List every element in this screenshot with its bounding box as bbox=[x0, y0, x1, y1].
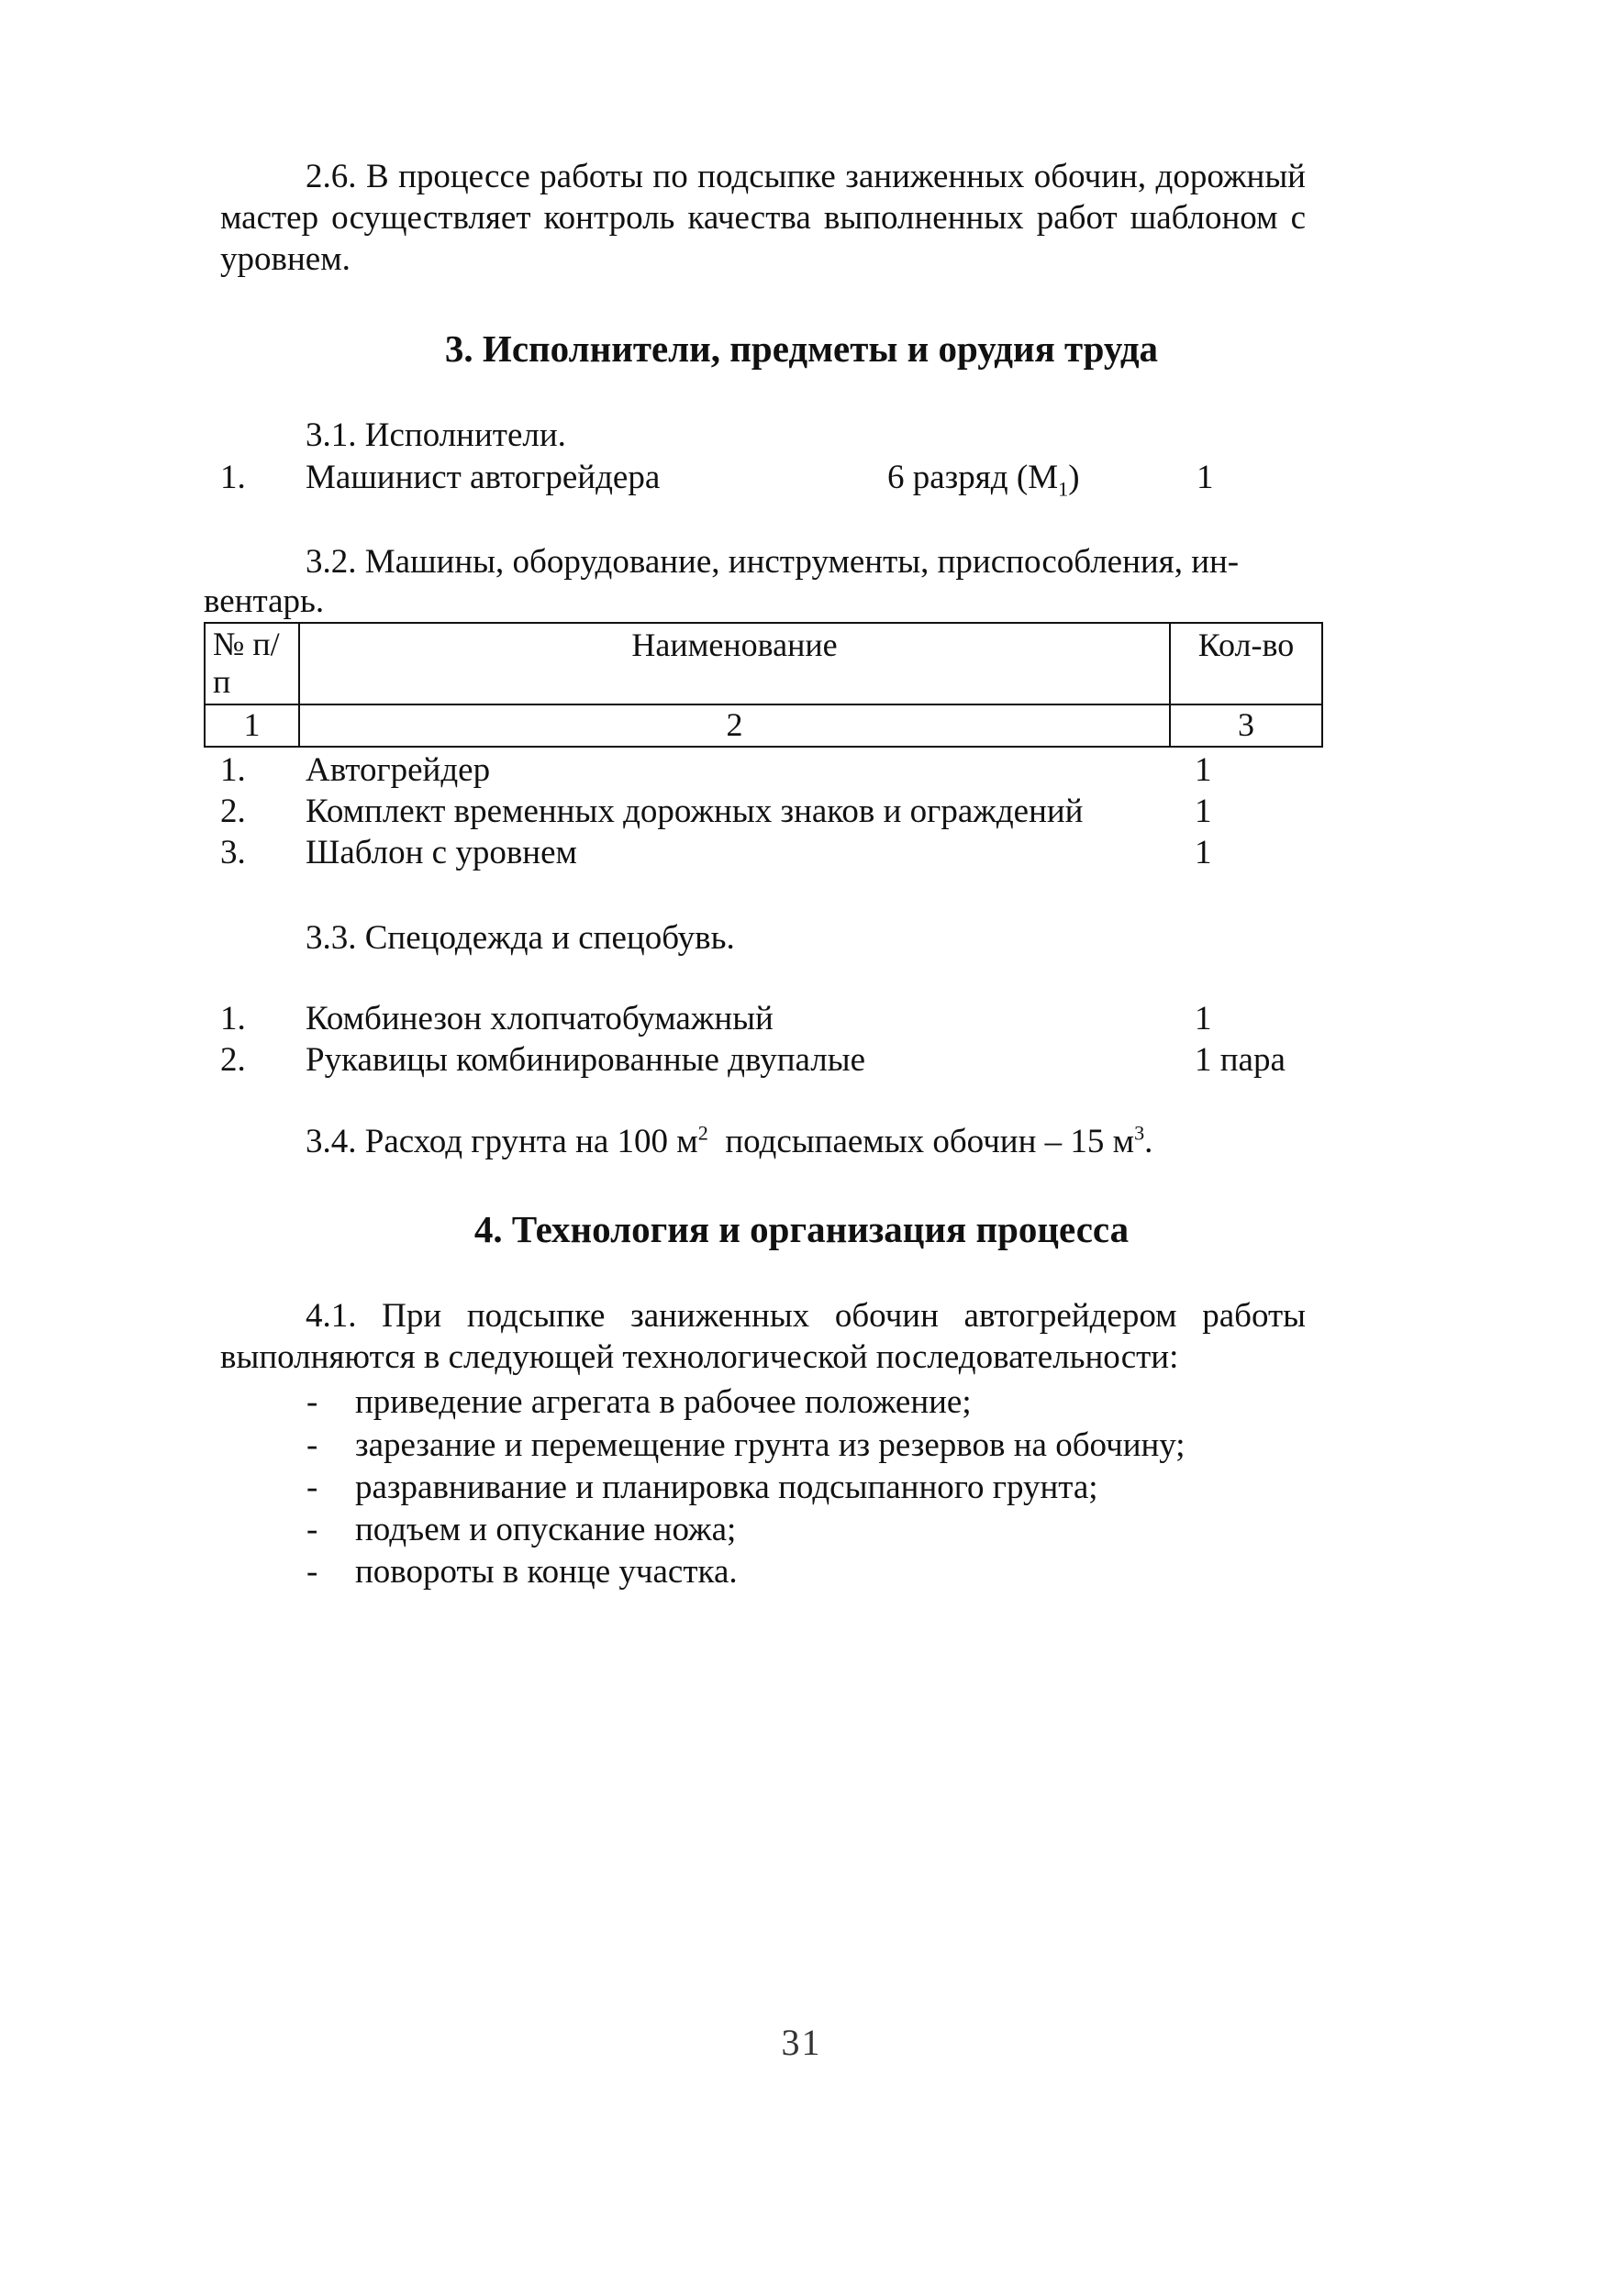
section-4-heading: 4. Технология и организация процесса bbox=[473, 1208, 1130, 1250]
paragraph-2-6: 2.6. В процессе работы по подсыпке заниженных обочин, дорожный мастер осуществляет контроль качества выполненных работ шаблоном с уровнем. bbox=[220, 158, 1306, 279]
equipment-table bbox=[204, 622, 1323, 748]
index-col-2: 2 bbox=[299, 704, 1170, 747]
table-header-row bbox=[205, 623, 1322, 704]
performer-number: 1. bbox=[220, 459, 246, 496]
subsection-3-1-title: 3.1. Исполнители. bbox=[306, 416, 566, 454]
performer-qty: 1 bbox=[1197, 459, 1214, 496]
subsection-3-4: 3.4. Расход грунта на 100 $м^2$ подсыпаемых обочин – 15 $м^3$. bbox=[306, 1121, 1153, 1160]
header-qty: Кол-во bbox=[1170, 623, 1322, 704]
table-index-row bbox=[205, 704, 1322, 747]
page-number: 31 bbox=[781, 2022, 822, 2063]
header-number: № п/п bbox=[205, 623, 299, 704]
header-name: Наименование bbox=[299, 623, 1170, 704]
document-page: 2.6. В процессе работы по подсыпке заниженных обочин, дорожный мастер осуществляет контроль качества выполненных работ шаблоном с уровнем. 3. Исполнители, предметы и орудия труда 3.1. Исполнители. 1. Машинист автогрейдера 6 разряд $(М_1)$ 1 3.2. Машины, оборудование, инструменты, приспособления, ин- вентарь. № п/п Наименование Кол-во 1 2 3 1. Автогрейдер 1 2. Комплект временных дорожных знаков и ограждений 1 3. Шаблон с уровнем 1 3.3. Спецодежда и спецобувь. 1. Комбинезон хлопчатобумажный 1 2. Рукавицы комбинированные двупалые 1 пара 3.4. Расход грунта на 100 $м^2$ подсыпаемых обочин – 15 $м^3$. 4. Технология и организация процесса 4.1. При подсыпке заниженных обочин автогрейдером работы выполняются в следующей технологической последовательности: - приведение агрегата в рабочее положение; - зарезание и перемещение грунта из резервов на обочину; - разравнивание и планировка подсыпанного грунта; - подъем и опускание ножа; - повороты в конце участка. 31 bbox=[0, 0, 1603, 2296]
index-col-3: 3 bbox=[1170, 704, 1322, 747]
subsection-3-2-title-line2: вентарь. bbox=[204, 582, 325, 620]
subsection-3-2-title-line1: 3.2. Машины, оборудование, инструменты, приспособления, ин- bbox=[306, 543, 1240, 581]
performer-name: Машинист автогрейдера bbox=[306, 459, 661, 496]
index-col-1: 1 bbox=[205, 704, 299, 747]
performer-grade: 6 разряд $(М_1)$ bbox=[887, 459, 1080, 501]
section-3-heading: 3. Исполнители, предметы и орудия труда bbox=[444, 327, 1159, 370]
subsection-3-3-title: 3.3. Спецодежда и спецобувь. bbox=[306, 919, 735, 957]
paragraph-4-1: 4.1. При подсыпке заниженных обочин автогрейдером работы выполняются в следующей технологической последовательности: bbox=[220, 1297, 1306, 1377]
